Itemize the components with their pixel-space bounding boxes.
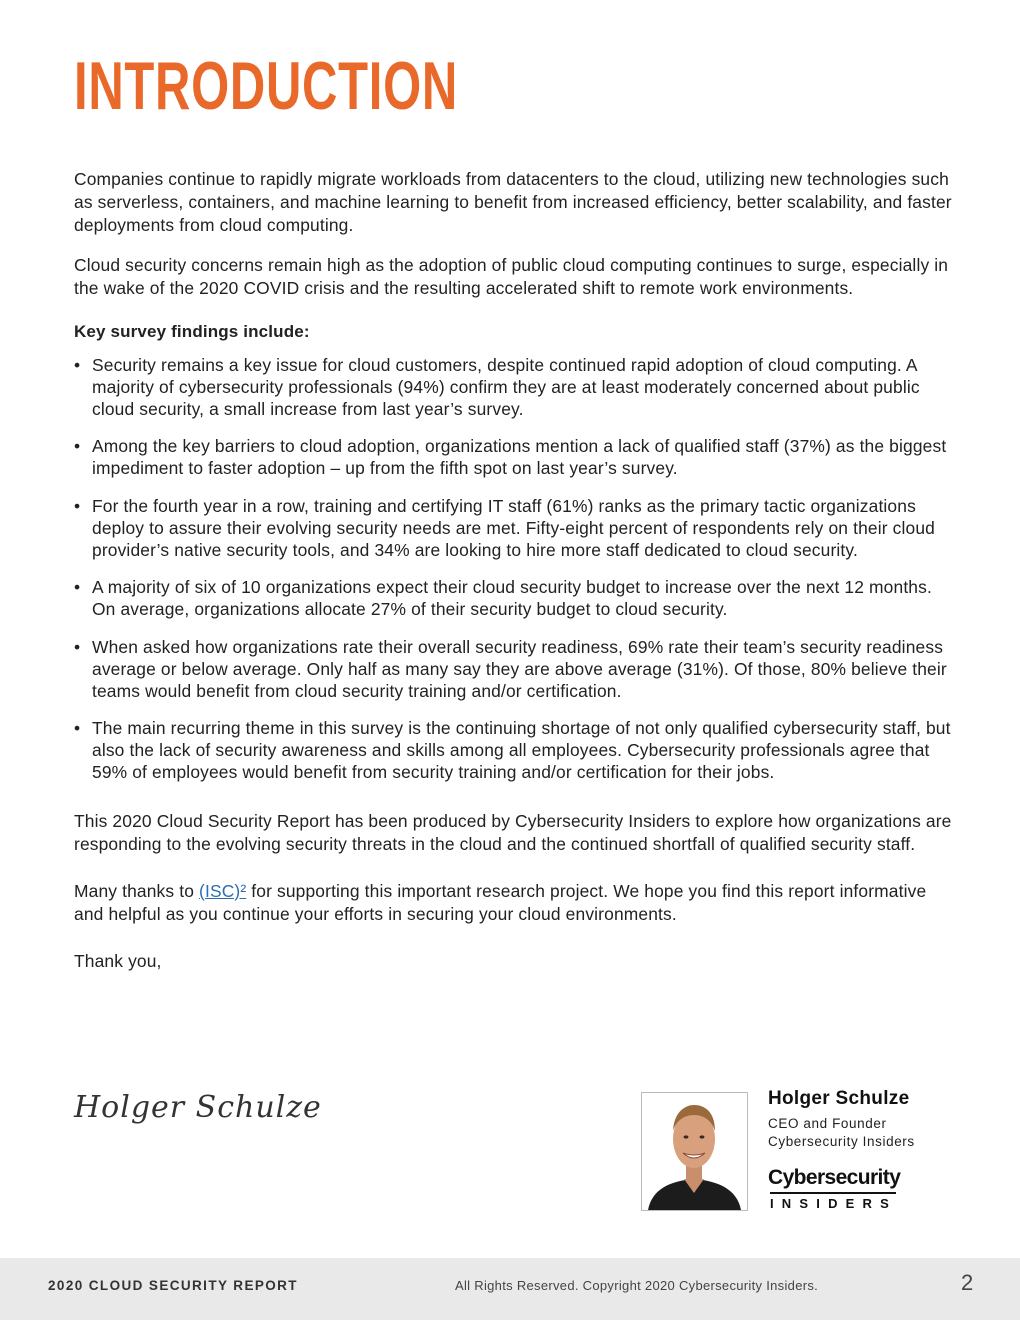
bullet-icon: •: [74, 636, 81, 657]
page-title: INTRODUCTION: [74, 48, 458, 124]
findings-list: [74, 355, 958, 784]
author-org: Cybersecurity Insiders: [768, 1134, 915, 1149]
bullet-icon: •: [74, 436, 81, 457]
bullet-icon: •: [74, 355, 81, 375]
intro-paragraph-1: Companies continue to rapidly migrate workloads from datacenters to the cloud, utilizing new technologies such as serverless, containers, and machine learning to benefit from increased efficiency, better scalability, and faster deployments from cloud computing.: [74, 169, 952, 235]
finding-item: [74, 436, 958, 480]
finding-text: Security remains a key issue for cloud customers, despite continued rapid adoption of cloud computing. A majority of cybersecurity professionals (94%) confirm they are at least moderately concerned about public cloud security, a small increase from last year’s survey.: [92, 355, 920, 419]
author-role: CEO and Founder: [768, 1116, 887, 1131]
logo-divider: [770, 1192, 896, 1194]
sign-off: Thank you,: [74, 950, 162, 971]
logo-wordmark: Cybersecurity: [768, 1166, 901, 1189]
outro-paragraph: This 2020 Cloud Security Report has been produced by Cybersecurity Insiders to explore how organizations are responding to the evolving security threats in the cloud and the continued shortfall of qualified security staff.: [74, 810, 952, 854]
intro-paragraph-2: Cloud security concerns remain high as the adoption of public cloud computing continues to surge, especially in the wake of the 2020 COVID crisis and the resulting accelerated shift to remote work environments.: [74, 255, 949, 298]
finding-item: [74, 577, 958, 621]
findings-heading: Key survey findings include:: [74, 322, 310, 341]
page-number: 2: [961, 1270, 974, 1295]
bullet-icon: •: [74, 495, 81, 516]
thanks-paragraph: [74, 880, 958, 926]
author-photo: [641, 1092, 748, 1211]
finding-text: For the fourth year in a row, training and certifying IT staff (61%) ranks as the primary tactic organizations deploy to assure their evolving security needs are met. Fifty-eight percent of respondents rely on their cloud provider’s native security tools, and 34% are looking to hire more staff dedicated to cloud security.: [92, 495, 935, 560]
logo-subtitle: INSIDERS: [770, 1196, 898, 1211]
page-footer: [0, 1258, 1020, 1320]
bullet-icon: •: [74, 718, 81, 739]
isc2-link[interactable]: (ISC)²: [199, 880, 247, 901]
bullet-icon: •: [74, 577, 81, 598]
footer-report-title: 2020 CLOUD SECURITY REPORT: [48, 1278, 298, 1293]
thanks-text-after: for supporting this important research project. We hope you find this report informative and helpful as you continue your efforts in securing your cloud environments.: [74, 880, 927, 924]
finding-item: [74, 355, 958, 420]
finding-text: The main recurring theme in this survey is the continuing shortage of not only qualified cybersecurity staff, but also the lack of security awareness and skills among all employees. Cybersecurity professionals agree that 59% of employees would benefit from security training and/or certification for their jobs.: [92, 718, 951, 782]
finding-text: Among the key barriers to cloud adoption, organizations mention a lack of qualified staff (37%) as the biggest impediment to faster adoption – up from the fifth spot on last year’s survey.: [92, 436, 947, 479]
finding-item: [74, 718, 958, 783]
signature: Holger Schulze: [74, 1090, 322, 1125]
finding-text: A majority of six of 10 organizations expect their cloud security budget to increase over the next 12 months. On average, organizations allocate 27% of their security budget to cloud security.: [92, 577, 932, 620]
footer-copyright: All Rights Reserved. Copyright 2020 Cybersecurity Insiders.: [455, 1278, 819, 1293]
author-name: Holger Schulze: [768, 1088, 910, 1109]
finding-text: When asked how organizations rate their overall security readiness, 69% rate their team’s security readiness average or below average. Only half as many say they are above average (31%). Of those, 80% believe their teams would benefit from cloud security training and/or certification.: [92, 636, 947, 701]
author-photo-illustration: [642, 1093, 747, 1210]
finding-item: [74, 496, 958, 561]
thanks-text-before: Many thanks to: [74, 880, 200, 901]
main-content: [74, 168, 958, 973]
finding-item: [74, 637, 958, 702]
